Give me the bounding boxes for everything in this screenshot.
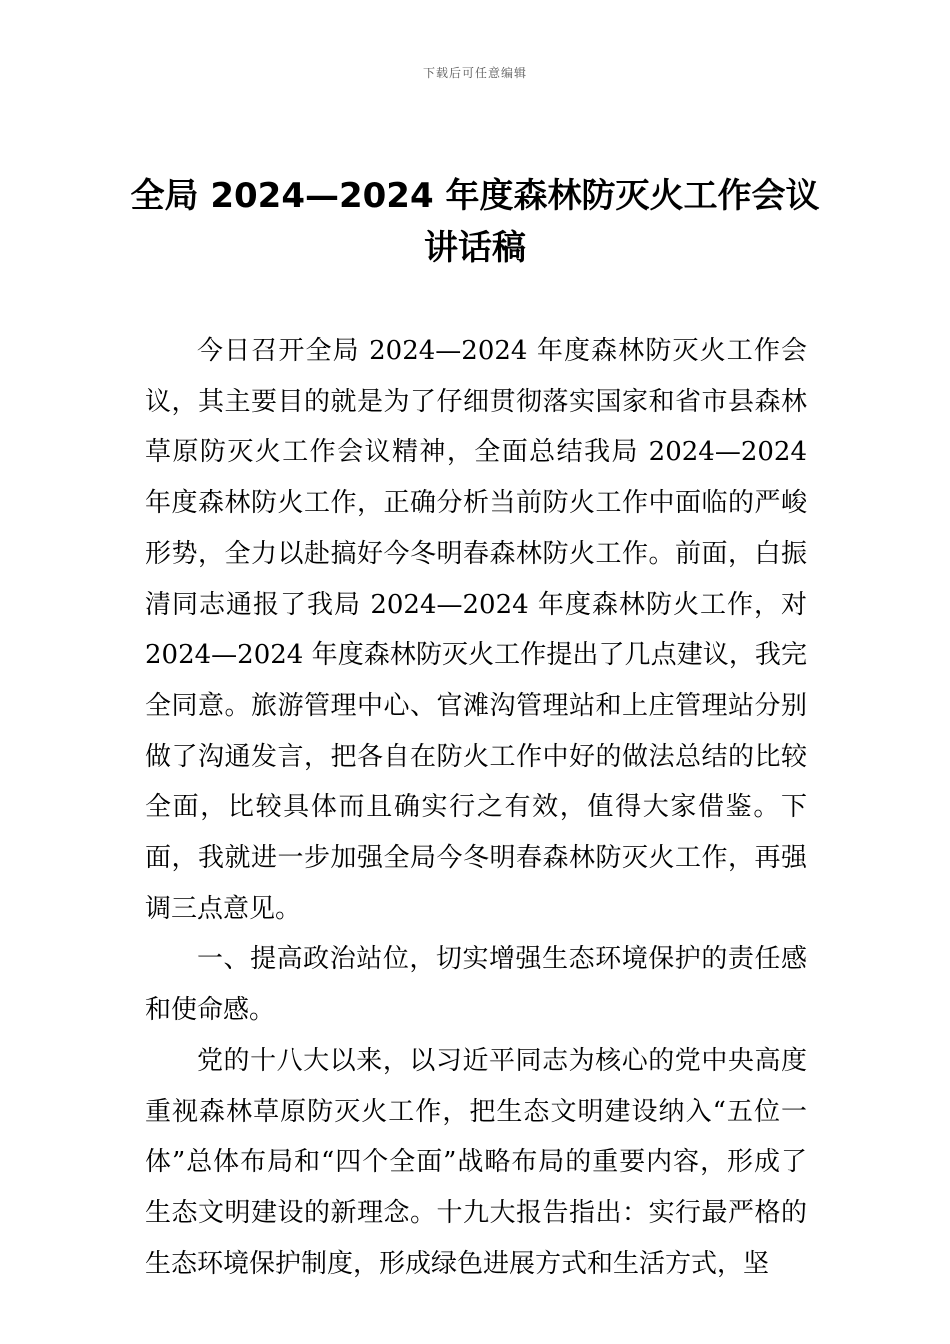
- paragraph-intro: 今日召开全局 2024—2024 年度森林防灭火工作会议，其主要目的就是为了仔细贯彻落实国家和省市县森林草原防灭火工作会议精神，全面总结我局 2024—2024 年度森林防火工作，正确分析当前防火工作中面临的严峻形势，全力以赴搞好今冬明春森林防火工作。前面，白振清同志通报了我局 2024—2024 年度森林防火工作，对 2024—2024 年度森林防灭火工作提出了几点建议，我完全同意。旅游管理中心、官滩沟管理站和上庄管理站分别做了沟通发言，把各自在防火工作中好的做法总结的比较全面，比较具体而且确实行之有效，值得大家借鉴。下面，我就进一步加强全局今冬明春森林防灭火工作，再强调三点意见。: [145, 336, 807, 924]
- document-body: [145, 326, 807, 1289]
- header-note: 下载后可任意编辑: [422, 66, 527, 80]
- paragraph-section-body: 党的十八大以来，以习近平同志为核心的党中央高度重视森林草原防灭火工作，把生态文明建设纳入“五位一体”总体布局和“四个全面”战略布局的重要内容，形成了生态文明建设的新理念。十九大报告指出：实行最严格的生态环境保护制度，形成绿色进展方式和生活方式，坚: [145, 1045, 807, 1279]
- document-title: [130, 170, 820, 274]
- paragraph-section-heading: 一、提高政治站位，切实增强生态环境保护的责任感和使命感。: [145, 944, 807, 1026]
- title-line-2: 讲话稿: [424, 228, 526, 268]
- title-line-1: 全局 2024—2024 年度森林防灭火工作会议: [130, 176, 820, 216]
